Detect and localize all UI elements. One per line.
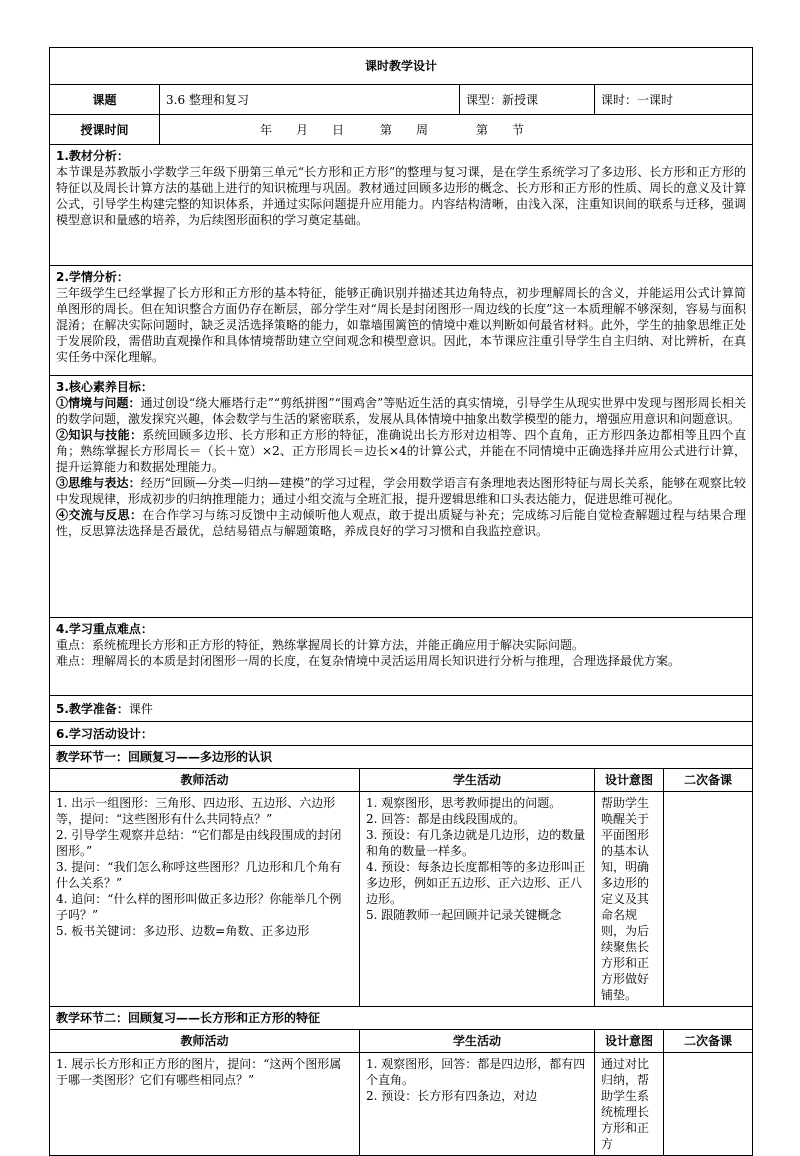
col-second-header: 二次备课 bbox=[664, 1030, 753, 1053]
goal-label: ③思维与表达： bbox=[56, 476, 141, 490]
teacher-step: 5. 板书关键词：多边形、边数=角数、正多边形 bbox=[56, 924, 310, 938]
student-step: 3. 预设：有几条边就是几边形，边的数量和角的数量一样多。 bbox=[366, 828, 586, 858]
section-core-goals bbox=[50, 376, 753, 618]
section-heading: 4.学习重点难点： bbox=[56, 622, 153, 636]
lesson-plan-page bbox=[49, 47, 752, 1156]
topic-value: 3.6 整理和复习 bbox=[160, 85, 460, 115]
goal-label: ①情境与问题： bbox=[56, 396, 141, 410]
time-label: 授课时间 bbox=[50, 115, 160, 145]
phase-1-title: 教学环节一：回顾复习——多边形的认识 bbox=[50, 746, 753, 769]
phase-2-student-cell bbox=[360, 1053, 595, 1156]
lesson-plan-table bbox=[49, 47, 753, 1156]
goal-item bbox=[56, 507, 746, 539]
teacher-step: 3. 提问：“我们怎么称呼这些图形？几边形和几个角有什么关系？” bbox=[56, 860, 342, 890]
goal-label: ④交流与反思： bbox=[56, 508, 143, 522]
col-teacher-header: 教师活动 bbox=[50, 1030, 360, 1053]
goal-text: 在合作学习与练习反馈中主动倾听他人观点，敢于提出质疑与补充；完成练习后能自觉检查解题过程与结果合理性，反思算法选择是否最优，总结易错点与解题策略，养成良好的学习习惯和自我监控意识。 bbox=[56, 508, 747, 538]
phase-1-teacher-cell bbox=[50, 792, 360, 1007]
section-preparation bbox=[50, 696, 753, 722]
goal-item bbox=[56, 395, 746, 427]
section-heading: 1.教材分析： bbox=[56, 149, 129, 163]
goal-text: 通过创设“绕大雁塔行走”“剪纸拼图”“围鸡舍”等贴近生活的真实情境，引导学生从现实世界中发现与图形周长相关的数学问题，激发探究兴趣，体会数学与生活的紧密联系，发展从具体情境中抽象出数学模型的能力，增强应用意识和问题意识。 bbox=[56, 396, 747, 426]
student-step: 1. 观察图形，回答：都是四边形，都有四个直角。 bbox=[366, 1057, 586, 1087]
section-heading: 6.学习活动设计： bbox=[56, 726, 153, 741]
student-step: 5. 跟随教师一起回顾并记录关键概念 bbox=[366, 908, 562, 922]
section-key-difficult bbox=[50, 618, 753, 696]
difficult-point: 难点：理解周长的本质是封闭图形一周的长度，在复杂情境中灵活运用周长知识进行分析与推理，合理选择最优方案。 bbox=[56, 654, 681, 668]
student-step: 4. 预设：每条边长度都相等的多边形叫正多边形，例如正五边形、正六边形、正八边形。 bbox=[366, 860, 586, 906]
phase-2-intent-cell: 通过对比归纳，帮助学生系统梳理长方形和正方 bbox=[595, 1053, 664, 1156]
teacher-step: 1. 出示一组图形：三角形、四边形、五边形、六边形等，提问：“这些图形有什么共同特点？” bbox=[56, 796, 336, 826]
goal-text: 系统回顾多边形、长方形和正方形的特征，准确说出长方形对边相等、四个直角，正方形四条边都相等且四个直角；熟练掌握长方形周长＝（长＋宽）×2、正方形周长＝边长×4的计算公式，并能在不同情境中正确选择并应用公式进行计算，提升运算能力和数据处理能力。 bbox=[56, 428, 747, 474]
goal-item bbox=[56, 475, 746, 507]
section-textbook-analysis bbox=[50, 145, 753, 266]
col-teacher-header: 教师活动 bbox=[50, 769, 360, 792]
phase-1-intent-cell: 帮助学生唤醒关于平面图形的基本认知，明确多边形的定义及其命名规则，为后续聚焦长方形和正方形做好铺垫。 bbox=[595, 792, 664, 1007]
teacher-step: 4. 追问：“什么样的图形叫做正多边形？你能举几个例子吗？” bbox=[56, 892, 342, 922]
student-step: 2. 预设：长方形有四条边，对边 bbox=[366, 1089, 538, 1103]
section-body: 本节课是苏教版小学数学三年级下册第三单元“长方形和正方形”的整理与复习课，是在学生系统学习了多边形、长方形和正方形的特征以及周长计算方法的基础上进行的知识梳理与巩固。教材通过回顾多边形的概念、长方形和正方形的性质、周长的意义及计算公式，引导学生构建完整的知识体系，并通过实际问题提升应用能力。内容结构清晰，由浅入深，注重知识间的联系与迁移，强调模型意识和量感的培养，为后续图形面积的学习奠定基础。 bbox=[56, 165, 747, 227]
page-title: 课时教学设计 bbox=[50, 48, 753, 85]
phase-2-second-cell bbox=[664, 1053, 753, 1156]
section-heading: 2.学情分析： bbox=[56, 270, 129, 284]
section-learner-analysis bbox=[50, 266, 753, 376]
col-student-header: 学生活动 bbox=[360, 769, 595, 792]
goal-item bbox=[56, 427, 746, 475]
student-step: 2. 回答：都是由线段围成的。 bbox=[366, 812, 526, 826]
col-second-header: 二次备课 bbox=[664, 769, 753, 792]
key-point: 重点：系统梳理长方形和正方形的特征，熟练掌握周长的计算方法，并能正确应用于解决实际问题。 bbox=[56, 638, 585, 652]
phase-1-student-cell bbox=[360, 792, 595, 1007]
col-intent-header: 设计意图 bbox=[595, 1030, 664, 1053]
section-body: 课件 bbox=[128, 701, 153, 716]
lesson-period: 课时：一课时 bbox=[595, 85, 753, 115]
phase-2-teacher-cell bbox=[50, 1053, 360, 1156]
col-student-header: 学生活动 bbox=[360, 1030, 595, 1053]
phase-2-title: 教学环节二：回顾复习——长方形和正方形的特征 bbox=[50, 1007, 753, 1030]
teacher-step: 1. 展示长方形和正方形的图片，提问：“这两个图形属于哪一类图形？它们有哪些相同点？” bbox=[56, 1057, 342, 1087]
section-activity-design bbox=[50, 722, 753, 746]
teacher-step: 2. 引导学生观察并总结：“它们都是由线段围成的封闭图形。” bbox=[56, 828, 342, 858]
col-intent-header: 设计意图 bbox=[595, 769, 664, 792]
section-heading: 5.教学准备： bbox=[56, 701, 129, 716]
lesson-type: 课型：新授课 bbox=[460, 85, 595, 115]
time-blanks: 年 月 日 第 周 第 节 bbox=[160, 115, 753, 145]
section-heading: 3.核心素养目标： bbox=[56, 380, 153, 394]
student-step: 1. 观察图形，思考教师提出的问题。 bbox=[366, 796, 562, 810]
goal-text: 经历“回顾—分类—归纳—建模”的学习过程，学会用数学语言有条理地表达图形特征与周长关系，能够在观察比较中发现规律，形成初步的归纳推理能力；通过小组交流与全班汇报，提升逻辑思维和口头表达能力，促进思维可视化。 bbox=[56, 476, 747, 506]
goal-label: ②知识与技能： bbox=[56, 428, 143, 442]
topic-label: 课题 bbox=[50, 85, 160, 115]
phase-1-second-cell bbox=[664, 792, 753, 1007]
section-body: 三年级学生已经掌握了长方形和正方形的基本特征，能够正确识别并描述其边角特点，初步理解周长的含义，并能运用公式计算简单图形的周长。但在知识整合方面仍存在断层，部分学生对“周长是封闭图形一周边线的长度”这一本质理解不够深刻，容易与面积混淆；在解决实际问题时，缺乏灵活选择策略的能力，如靠墙围篱笆的情境中难以判断如何最省材料。此外，学生的抽象思维正处于发展阶段，需借助直观操作和具体情境帮助建立空间观念和模型意识。因此，本节课应注重引导学生自主归纳、对比辨析，在真实任务中深化理解。 bbox=[56, 286, 747, 364]
